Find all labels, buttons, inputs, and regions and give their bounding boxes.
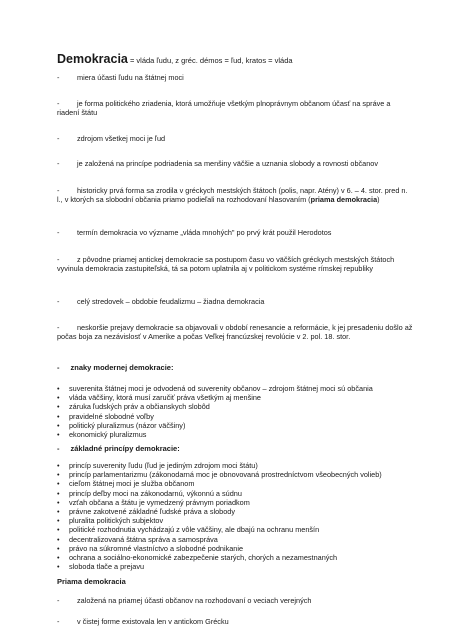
principles-heading: - základné princípy demokracie: (57, 444, 180, 453)
intro-item: - miera účasti ľudu na štátnej moci (57, 73, 184, 82)
intro-item: - termín demokracia vo význame „vláda mnohých" po prvý krát použil Herodotos (57, 228, 332, 237)
list-item: • decentralizovaná štátna správa a samospráva (57, 535, 382, 544)
bold-term: priama demokracia (310, 195, 378, 205)
list-item: • cieľom štátnej moci je služba občanom (57, 479, 382, 488)
list-item: • suverenita štátnej moci je odvodená od suverenity občanov – zdrojom štátnej moci sú občania (57, 384, 373, 393)
list-item: • ekonomický pluralizmus (57, 430, 373, 439)
intro-item: - celý stredovek – obdobie feudalizmu – žiadna demokracia (57, 297, 265, 306)
direct-item: - založená na priamej účasti občanov na rozhodovaní o veciach verejných (57, 596, 312, 605)
list-item: • pluralita politických subjektov (57, 516, 382, 525)
list-item: • politický pluralizmus (názor väčšiny) (57, 421, 373, 430)
list-item: • sloboda tlače a prejavu (57, 562, 382, 571)
intro-item: - historicky prvá forma sa zrodila v gréckych mestských štátoch (polis, napr. Atény) v 6. – 4. stor. pred n. l., v ktorých sa slobodní občania priamo podieľali na rozhodovaní hlasovaním (priama demokracia) (57, 186, 408, 205)
modern-heading: - znaky modernej demokracie: (57, 363, 174, 372)
list-item: • záruka ľudských práv a občianskych slobôd (57, 402, 373, 411)
intro-item: - je forma politického zriadenia, ktorá umožňuje všetkým plnoprávnym občanom účasť na správe a riadení štátu (57, 99, 391, 118)
list-item: • princíp deľby moci na zákonodarnú, výkonnú a súdnu (57, 489, 382, 498)
document-title (57, 52, 293, 66)
intro-item: - neskoršie prejavy demokracie sa objavovali v období renesancie a reformácie, k jej presadeniu došlo až počas boja za nezávislosť v Amerike a počas Veľkej francúzskej revolúcie v 2. pol. 18. stor. (57, 323, 413, 342)
principles-list (57, 461, 382, 571)
list-item: • právne zakotvené základné ľudské práva a slobody (57, 507, 382, 516)
list-item: • princíp suverenity ľudu (ľud je jediným zdrojom moci štátu) (57, 461, 382, 470)
direct-democracy-heading: Priama demokracia (57, 577, 126, 586)
list-item: • vláda väčšiny, ktorá musí zaručiť práva všetkým aj menšine (57, 393, 373, 402)
title-word: Demokracia (57, 52, 128, 66)
list-item: • vzťah občana a štátu je vymedzený právnym poriadkom (57, 498, 382, 507)
list-item: • pravidelné slobodné voľby (57, 412, 373, 421)
title-definition: = vláda ľudu, z gréc. démos = ľud, kratos = vláda (127, 56, 293, 65)
intro-item: - je založená na princípe podriadenia sa menšiny väčšie a uznania slobody a rovnosti občanov (57, 159, 378, 168)
list-item: • politické rozhodnutia vychádzajú z vôle väčšiny, ale dbajú na ochranu menšín (57, 525, 382, 534)
list-item: • ochrana a sociálno-ekonomické zabezpečenie starých, chorých a nezamestnaných (57, 553, 382, 562)
list-item: • princíp parlamentarizmu (zákonodarná moc je obnovovaná prostredníctvom všeobecných volieb) (57, 470, 382, 479)
list-item: • právo na súkromné vlastníctvo a slobodné podnikanie (57, 544, 382, 553)
modern-list (57, 384, 373, 439)
intro-item: - zdrojom všetkej moci je ľud (57, 134, 166, 143)
intro-item: - z pôvodne priamej antickej demokracie sa postupom času vo väčších gréckych mestských štátoch vyvinula demokracia zastupiteľská, tá sa potom uplatnila aj v politickom systéme rímskej republiky (57, 255, 395, 274)
direct-item: - v čistej forme existovala len v antickom Grécku (57, 617, 229, 626)
